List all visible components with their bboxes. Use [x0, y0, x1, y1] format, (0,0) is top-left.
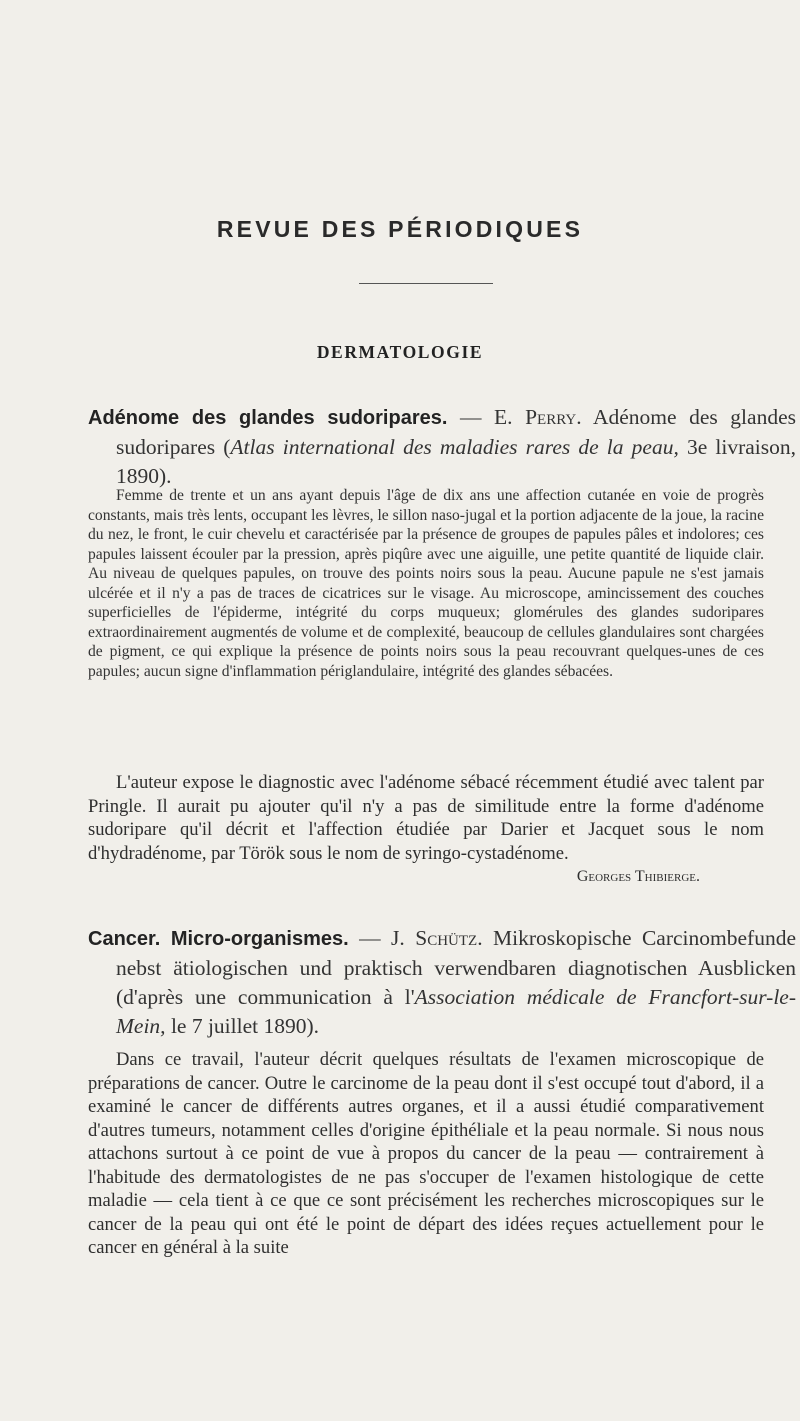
article-1-lead: Adénome des glandes sudoripares. — [88, 407, 448, 429]
heading-rule — [359, 283, 493, 284]
section-heading: DERMATOLOGIE — [316, 342, 484, 362]
article-1-summary: Femme de trente et un ans ayant depuis l'âge de dix ans une affection cutanée en voie de progrès constants, mais très lents, occupant les lèvres, le sillon naso-jugal et la portion adjacente de la joue, la racine du nez, le front, le cuir chevelu et caractérisée par la présence de groupes de papules pâles et indolores; ces papules laissent écouler par la pression, après piqûre avec une aiguille, une petite quantité de liquide clair. Au niveau de quelques papules, on trouve des points noirs sous la peau. Aucune papule ne s'est jamais ulcérée et il n'y a pas de traces de cicatrices sur le visage. Au microscope, amincissement des couches superficielles de l'épiderme, intégrité du corps muqueux; glomérules des glandes sudoripares extraordinairement augmentés de volume et de complexité, beaucoup de cellules glandulaires sont chargées de pigment, ce qui explique la présence de points noirs sous la peau recouvrant quelques-unes de ces papules; aucun signe d'inflammation périglandulaire, intégrité des glandes sébacées. — [88, 487, 764, 680]
article-2-body: Dans ce travail, l'auteur décrit quelques résultats de l'examen microscopique de préparations de cancer. Outre le carcinome de la peau dont il s'est occupé tout d'abord, il a examiné le cancer de différents autres organes, et il a aussi étudié comparativement d'autres tumeurs, notamment celles d'origine épithéliale et la peau normale. Si nous nous attachons surtout à ce point de vue à propos du cancer de la peau — contrairement à l'habitude des dermatologistes de ne pas s'occuper de l'examen histologique de cette maladie — cela tient à ce que ce sont précisément les recherches microscopiques sur le cancer de la peau qui ont été le point de départ des idées reçues actuellement pour le cancer en général à la suite — [88, 1049, 764, 1258]
article-1-comment-text: L'auteur expose le diagnostic avec l'adénome sébacé récemment étudié avec talent par Pringle. Il aurait pu ajouter qu'il n'y a pas de similitude entre la forme d'adénome sudoripare qu'il décrit et l'affection étudiée par Darier et Jacquet sous le nom d'hydradénome, par Török sous le nom de syringo-cystadénome. — [88, 772, 764, 864]
article-1-source-rest: 3e livraison, 1890). — [116, 435, 796, 488]
article-2-source: Association médicale de Francfort-sur-le-Mein, — [116, 985, 796, 1038]
article-2-title: . Mikroskopische Carcinombefunde nebst ätiologischen und praktisch verwendbaren diagnotischen Ausblicken (d'après une communication à l' — [116, 926, 796, 1009]
article-2-author: Schütz — [415, 926, 478, 950]
article-2-lead: Cancer. Micro-organismes. — [88, 928, 349, 950]
article-1-comment — [88, 771, 764, 889]
article-1-source: Atlas international des maladies rares de la peau, — [230, 435, 679, 459]
page-heading: REVUE DES PÉRIODIQUES — [216, 216, 584, 242]
article-2-source-rest: le 7 juillet 1890). — [165, 1014, 320, 1038]
article-1-heading — [88, 403, 796, 491]
article-1-dash: — E. — [447, 405, 526, 429]
article-1-author: Perry — [525, 405, 577, 429]
article-2-heading — [88, 924, 796, 1041]
article-1-title: . Adénome des glandes sudoripares ( — [116, 405, 796, 459]
article-2-dash: — J. — [348, 926, 416, 950]
article-1-signature: Georges Thibierge. — [576, 868, 700, 885]
